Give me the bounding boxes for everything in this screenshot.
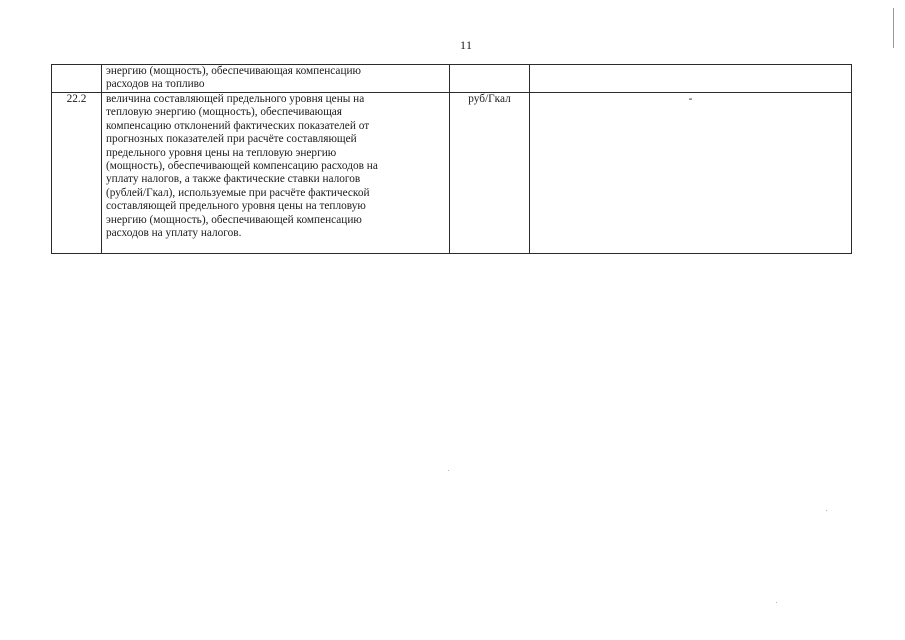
table-row [52, 65, 852, 93]
description-line: расходов на топливо [106, 78, 205, 91]
row-number-cell: 22.2 [52, 93, 102, 254]
data-table [51, 64, 852, 254]
page-number: 11 [460, 38, 473, 52]
row-number-cell [52, 65, 102, 93]
description-line: величина составляющей предельного уровня цены на [106, 93, 365, 105]
description-line: энергию (мощность), обеспечивающей компенсацию [106, 213, 362, 226]
scan-speck [826, 510, 827, 511]
description-line: предельного уровня цены на тепловую энергию [106, 146, 337, 159]
row-description-cell [102, 65, 450, 93]
description-line: расходов на уплату налогов. [106, 227, 242, 240]
description-line: (мощность), обеспечивающей компенсацию расходов на [106, 160, 378, 173]
row-description-cell [102, 93, 450, 254]
row-unit-cell: руб/Гкал [450, 93, 530, 254]
description-line: составляющей предельного уровня цены на тепловую [106, 200, 366, 213]
description-line: компенсацию отклонений фактических показателей от [106, 119, 370, 132]
row-value-cell: - [530, 93, 852, 254]
row-unit-cell [450, 65, 530, 93]
description-line: уплату налогов, а также фактические ставки налогов [106, 173, 361, 186]
description-line: энергию (мощность), обеспечивающая компенсацию [106, 65, 361, 77]
description-line: прогнозных показателей при расчёте составляющей [106, 133, 357, 146]
description-line: (рублей/Гкал), используемые при расчёте фактической [106, 186, 370, 199]
table-row [52, 93, 852, 254]
scan-edge-mark [893, 8, 894, 48]
row-value-cell [530, 65, 852, 93]
scan-speck [448, 470, 449, 471]
description-line: тепловую энергию (мощность), обеспечивающая [106, 106, 342, 119]
scan-speck [776, 602, 777, 603]
